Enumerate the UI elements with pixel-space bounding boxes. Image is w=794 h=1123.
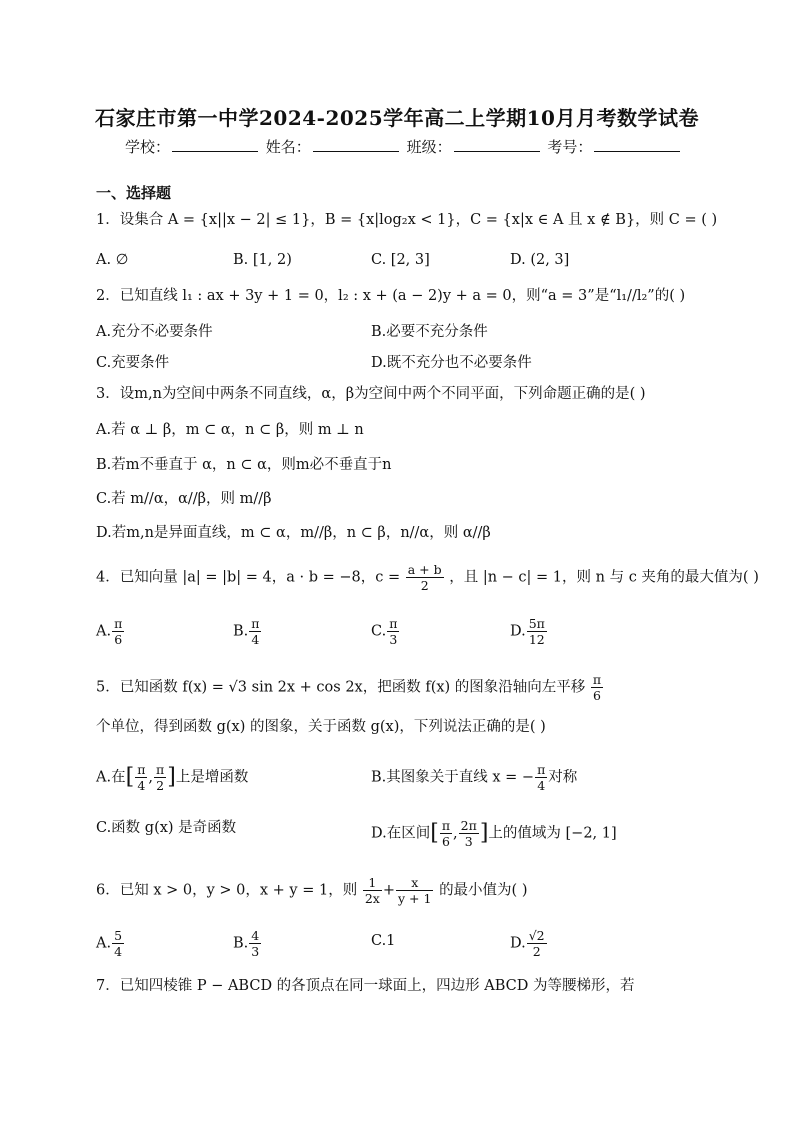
option-fraction (249, 928, 261, 959)
fraction-numerator: a + b (407, 562, 442, 577)
option-text: 上是增函数 (175, 769, 249, 786)
question-1-option-b: B. [1, 2) (233, 252, 292, 268)
question-4-option-c (371, 616, 400, 647)
question-3-option-b: B.若m不垂直于 α，n ⊂ α，则m必不垂直于n (96, 457, 392, 473)
question-6-stem (96, 875, 528, 906)
option-fraction (527, 616, 547, 647)
option-fraction (249, 616, 261, 647)
question-6-stem-part2: 的最小值为( ) (439, 882, 528, 899)
left-bracket: [ (430, 820, 439, 846)
school-blank (172, 137, 258, 152)
option-fraction (387, 616, 399, 647)
question-3-option-c: C.若 m//α，α//β，则 m//β (96, 491, 272, 507)
question-3-option-a: A.若 α ⊥ β，m ⊂ α，n ⊂ β，则 m ⊥ n (96, 422, 364, 438)
question-2-option-a: A.充分不必要条件 (96, 324, 213, 340)
question-3-stem: 3．设m,n为空间中两条不同直线，α，β为空间中两个不同平面，下列命题正确的是( ) (96, 386, 646, 402)
question-4-option-b (233, 616, 262, 647)
option-label: A. (96, 623, 112, 640)
fraction-denominator: y + 1 (398, 891, 432, 906)
question-2-option-d: D.既不充分也不必要条件 (371, 355, 532, 371)
fraction-numerator: π (156, 762, 165, 777)
option-label: A. (96, 935, 112, 952)
fraction-denominator: 3 (251, 944, 260, 959)
option-fraction (112, 928, 124, 959)
option-text: 上的值域为 [−2, 1] (488, 825, 617, 842)
option-text: D.在区间 (371, 825, 431, 842)
question-7-stem: 7．已知四棱锥 P − ABCD 的各顶点在同一球面上，四边形 ABCD 为等腰梯形，若 (96, 978, 635, 994)
question-5-stem-line1 (96, 672, 604, 703)
question-3-option-d: D.若m,n是异面直线，m ⊂ α，m//β，n ⊂ β，n//α，则 α//β (96, 525, 491, 541)
number-label: 考号： (547, 138, 593, 156)
class-label: 班级： (406, 138, 452, 156)
fraction-denominator: 3 (464, 834, 473, 849)
name-blank (313, 137, 399, 152)
option-fraction (440, 818, 452, 849)
question-6-stem-part1: 6．已知 x > 0，y > 0，x + y = 1，则 (96, 882, 358, 899)
fraction-denominator: 4 (537, 778, 546, 793)
option-text: B.其图象关于直线 x = − (371, 769, 535, 786)
question-1-option-a: A. ∅ (96, 252, 129, 268)
right-bracket: ] (479, 820, 489, 846)
page-title: 石家庄市第一中学2024-2025学年高二上学期10月月考数学试卷 (95, 106, 699, 130)
question-6-fraction-1 (363, 875, 382, 906)
option-fraction (154, 762, 166, 793)
option-label: B. (233, 623, 249, 640)
question-1-option-d: D. (2, 3] (510, 252, 570, 268)
question-2-stem: 2．已知直线 l₁ : ax + 3y + 1 = 0，l₂ : x + (a − 2)y + a = 0，则“a = 3”是“l₁//l₂”的( ) (96, 288, 686, 304)
option-fraction (527, 928, 547, 959)
question-5-option-a: A.在[ $\frac{\pi}{4}$ , $\frac{\pi}{2}$ ]上是增函数 (96, 762, 249, 793)
option-text: 对称 (548, 769, 578, 786)
fraction-numerator: π (137, 762, 146, 777)
option-label: D. (510, 935, 526, 952)
fraction-denominator: 12 (528, 632, 545, 647)
fraction-denominator: 2 (532, 944, 541, 959)
fraction-numerator: π (592, 672, 602, 687)
question-4-c-fraction (406, 562, 444, 593)
right-bracket: ] (167, 764, 176, 790)
question-5-option-b (371, 762, 577, 793)
option-label: C. (371, 623, 387, 640)
fraction-denominator: 6 (114, 632, 123, 647)
section-heading: 一、选择题 (96, 184, 172, 202)
question-2-option-b: B.必要不充分条件 (371, 324, 488, 340)
question-1-stem: 1．设集合 A = {x||x − 2| ≤ 1}，B = {x|log₂x < 1}，C = {x|x ∈ A 且 x ∉ B}，则 C = ( ) (96, 212, 718, 228)
fraction-numerator: π (251, 616, 260, 631)
fraction-denominator: 2 (420, 578, 429, 593)
fraction-numerator: π (537, 762, 546, 777)
option-label: D. (510, 623, 526, 640)
question-5-stem-part1: 5．已知函数 f(x) = √3 sin 2x + cos 2x，把函数 f(x) 的图象沿轴向左平移 (96, 679, 586, 696)
fraction-denominator: 4 (137, 778, 146, 793)
question-4-option-d (510, 616, 548, 647)
fraction-numerator: π (389, 616, 398, 631)
class-blank (454, 137, 540, 152)
fraction-numerator: π (441, 818, 451, 833)
question-6-option-a (96, 928, 125, 959)
question-1-option-c: C. [2, 3] (371, 252, 430, 268)
question-6-option-b (233, 928, 262, 959)
question-4-stem (96, 562, 759, 593)
question-5-option-d: D.在区间[ $\frac{\pi}{6}$ , $\frac{2\pi}{3}$ ]上的值域为 [−2, 1] (371, 818, 617, 849)
fraction-numerator: √2 (528, 928, 545, 943)
fraction-denominator: 2 (156, 778, 165, 793)
question-4-stem-part1: 4．已知向量 |a| = |b| = 4，a · b = −8，c = (96, 569, 401, 586)
name-label: 姓名： (265, 138, 311, 156)
fraction-numerator: 4 (251, 928, 260, 943)
school-label: 学校： (125, 138, 171, 156)
question-2-option-c: C.充要条件 (96, 355, 170, 371)
fraction-denominator: 3 (389, 632, 398, 647)
left-bracket: [ (125, 764, 135, 790)
question-6-option-d (510, 928, 548, 959)
option-text: A.在 (96, 769, 126, 786)
student-info-row (125, 136, 683, 157)
option-label: B. (233, 935, 249, 952)
fraction-denominator: 4 (114, 944, 123, 959)
option-fraction (112, 616, 124, 647)
question-5-option-c: C.函数 g(x) 是奇函数 (96, 820, 237, 836)
fraction-numerator: 5π (528, 616, 545, 631)
question-5-stem-line2: 个单位，得到函数 g(x) 的图象，关于函数 g(x)，下列说法正确的是( ) (96, 719, 546, 735)
fraction-denominator: 6 (593, 688, 601, 703)
question-4-option-a (96, 616, 125, 647)
fraction-numerator: 5 (114, 928, 123, 943)
question-4-stem-part2: ，且 |n − c| = 1，则 n 与 c 夹角的最大值为( ) (449, 569, 759, 586)
option-fraction (459, 818, 479, 849)
fraction-denominator: 4 (251, 632, 260, 647)
fraction-numerator: x (396, 875, 433, 891)
number-blank (594, 137, 680, 152)
fraction-denominator: 6 (441, 834, 450, 849)
fraction-numerator: π (114, 616, 123, 631)
option-fraction (535, 762, 547, 793)
question-5-shift-fraction (591, 672, 603, 703)
question-6-fraction-2 (396, 875, 433, 906)
fraction-numerator: 2π (460, 818, 477, 833)
fraction-numerator: 1 (363, 875, 382, 891)
question-6-option-c: C.1 (371, 933, 396, 949)
plus-sign: + (382, 882, 396, 899)
option-fraction (135, 762, 147, 793)
fraction-denominator: 2x (364, 891, 380, 906)
